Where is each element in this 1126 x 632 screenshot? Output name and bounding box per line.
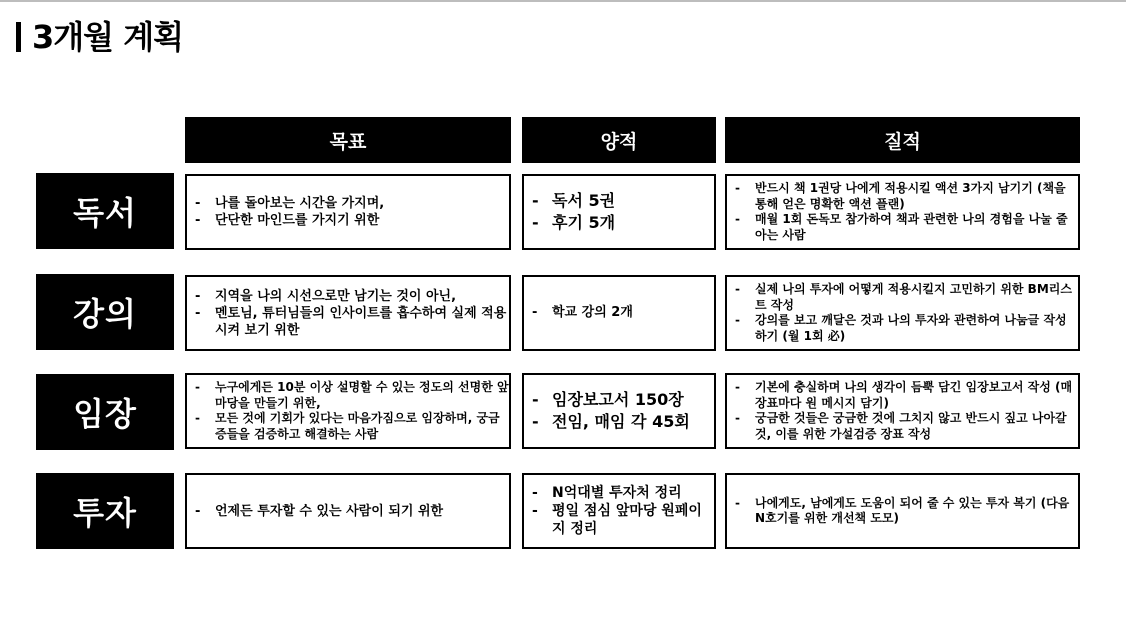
list-item: - 전임, 매임 각 45회	[524, 411, 714, 433]
goal-cell-lecture	[185, 275, 511, 351]
goal-cell-field-visit	[185, 373, 511, 449]
quant-cell-lecture	[522, 275, 716, 351]
list-item: - 강의를 보고 깨달은 것과 나의 투자와 관련하여 나눔글 작성하기 (월 1회 必)	[727, 313, 1078, 344]
list-item: - 평일 점심 앞마당 원페이지 정리	[524, 502, 714, 538]
list-item: - 독서 5권	[524, 190, 714, 212]
header-goal: 목표	[185, 117, 511, 163]
list-item: - 학교 강의 2개	[524, 302, 714, 324]
list-item: - 후기 5개	[524, 212, 714, 234]
list-item: - 모든 것에 기회가 있다는 마음가짐으로 임장하며, 궁금증들을 검증하고 해결하는 사람	[187, 411, 509, 442]
row-label-field-visit: 임장	[36, 374, 174, 450]
qual-cell-reading	[725, 174, 1080, 250]
header-quantitative: 양적	[522, 117, 716, 163]
header-qualitative: 질적	[725, 117, 1080, 163]
qual-cell-investment	[725, 473, 1080, 549]
quant-cell-investment	[522, 473, 716, 549]
list-item: - 궁금한 것들은 궁금한 것에 그치지 않고 반드시 짚고 나아갈 것, 이를 위한 가설검증 장표 작성	[727, 411, 1078, 442]
qual-cell-field-visit	[725, 373, 1080, 449]
list-item: - 반드시 책 1권당 나에게 적용시킬 액션 3가지 남기기 (책을 통해 얻은 명확한 액션 플랜)	[727, 181, 1078, 212]
list-item: - 기본에 충실하며 나의 생각이 듬뿍 담긴 임장보고서 작성 (매 장표마다 원 메시지 담기)	[727, 380, 1078, 411]
list-item: - 임장보고서 150장	[524, 389, 714, 411]
list-item: - 단단한 마인드를 가지기 위한	[187, 212, 509, 229]
row-label-investment: 투자	[36, 473, 174, 549]
top-divider	[0, 0, 1126, 2]
qual-cell-lecture	[725, 275, 1080, 351]
list-item: - 누구에게든 10분 이상 설명할 수 있는 정도의 선명한 앞마당을 만들기 위한,	[187, 380, 509, 411]
quant-cell-reading	[522, 174, 716, 250]
title-accent-bar	[16, 22, 21, 52]
goal-cell-reading	[185, 174, 511, 250]
list-item: - 나에게도, 남에게도 도움이 되어 줄 수 있는 투자 복기 (다음 N호기를 위한 개선책 도모)	[727, 496, 1078, 527]
list-item: - 실제 나의 투자에 어떻게 적용시킬지 고민하기 위한 BM리스트 작성	[727, 282, 1078, 313]
page-title: 3개월 계획	[32, 18, 184, 56]
list-item: - N억대별 투자처 정리	[524, 484, 714, 502]
goal-cell-investment	[185, 473, 511, 549]
list-item: - 매월 1회 돈독모 참가하여 책과 관련한 나의 경험을 나눌 줄 아는 사람	[727, 212, 1078, 243]
row-label-reading: 독서	[36, 173, 174, 249]
list-item: - 언제든 투자할 수 있는 사람이 되기 위한	[187, 503, 509, 520]
list-item: - 지역을 나의 시선으로만 남기는 것이 아닌,	[187, 288, 509, 305]
quant-cell-field-visit	[522, 373, 716, 449]
list-item: - 멘토님, 튜터님들의 인사이트를 흡수하여 실제 적용시켜 보기 위한	[187, 305, 509, 339]
row-label-lecture: 강의	[36, 274, 174, 350]
list-item: - 나를 돌아보는 시간을 가지며,	[187, 195, 509, 212]
